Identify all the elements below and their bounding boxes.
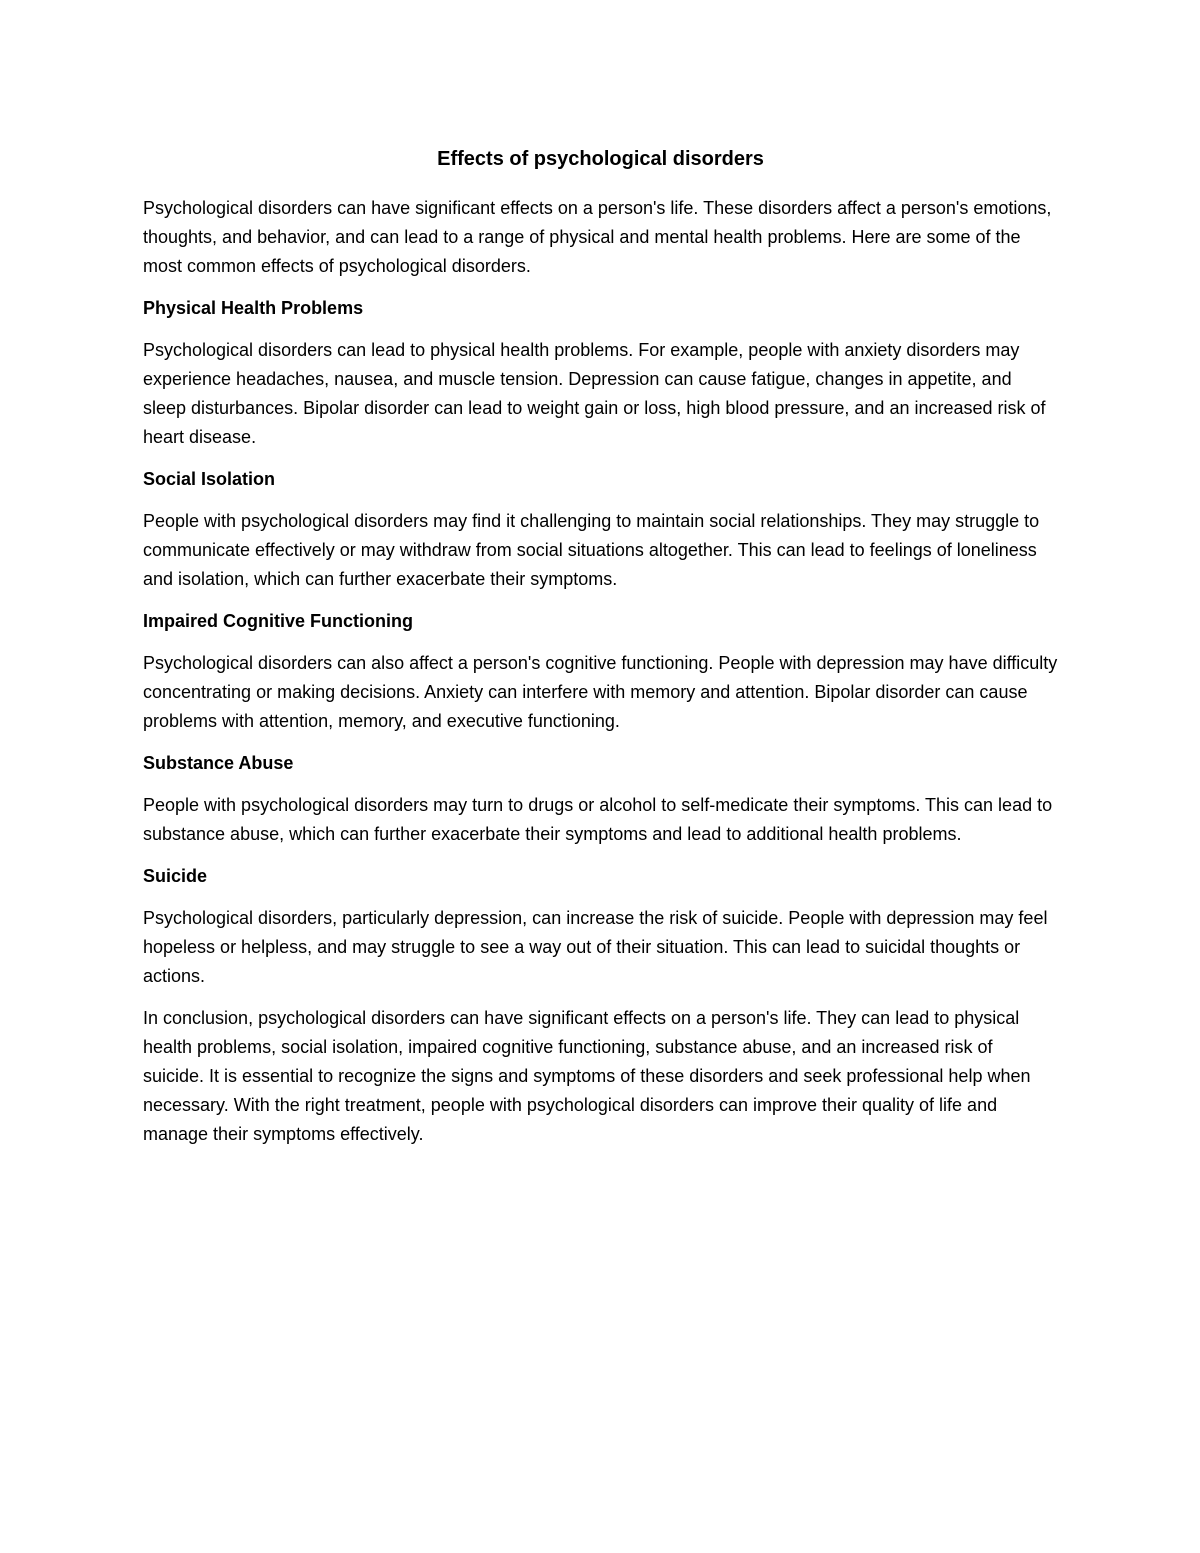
document-title: Effects of psychological disorders: [437, 148, 764, 170]
section-heading-physical-health: Physical Health Problems: [143, 298, 364, 318]
section-body-suicide: Psychological disorders, particularly depression, can increase the risk of suicide. People with depression may feel hopeless or helpless, and may struggle to see a way out of their situation. This can lead to suicidal thoughts or actions.: [143, 908, 1048, 986]
section-body-social-isolation: People with psychological disorders may find it challenging to maintain social relationships. They may struggle to communicate effectively or may withdraw from social situations altogether. This can lead to feelings of loneliness and isolation, which can further exacerbate their symptoms.: [143, 511, 1040, 589]
section-heading-substance-abuse: Substance Abuse: [143, 753, 294, 773]
section-body-cognitive-functioning: Psychological disorders can also affect a person's cognitive functioning. People with depression may have difficulty concentrating or making decisions. Anxiety can interfere with memory and attention. Bipolar disorder can cause problems with attention, memory, and executive functioning.: [143, 653, 1058, 731]
section-body-physical-health: Psychological disorders can lead to physical health problems. For example, people with anxiety disorders may experience headaches, nausea, and muscle tension. Depression can cause fatigue, changes in appetite, and sleep disturbances. Bipolar disorder can lead to weight gain or loss, high blood pressure, and an increased risk of heart disease.: [143, 340, 1046, 447]
section-body-substance-abuse: People with psychological disorders may turn to drugs or alcohol to self-medicate their symptoms. This can lead to substance abuse, which can further exacerbate their symptoms and lead to additional health problems.: [143, 795, 1053, 844]
section-heading-social-isolation: Social Isolation: [143, 469, 276, 489]
document-body: [143, 144, 1058, 1162]
section-heading-cognitive-functioning: Impaired Cognitive Functioning: [143, 611, 413, 631]
section-heading-suicide: Suicide: [143, 866, 208, 886]
conclusion-paragraph: In conclusion, psychological disorders can have significant effects on a person's life. They can lead to physical health problems, social isolation, impaired cognitive functioning, substance abuse, and an increased risk of suicide. It is essential to recognize the signs and symptoms of these disorders and seek professional help when necessary. With the right treatment, people with psychological disorders can improve their quality of life and manage their symptoms effectively.: [143, 1008, 1031, 1144]
intro-paragraph: Psychological disorders can have significant effects on a person's life. These disorders affect a person's emotions, thoughts, and behavior, and can lead to a range of physical and mental health problems. Here are some of the most common effects of psychological disorders.: [143, 198, 1052, 276]
